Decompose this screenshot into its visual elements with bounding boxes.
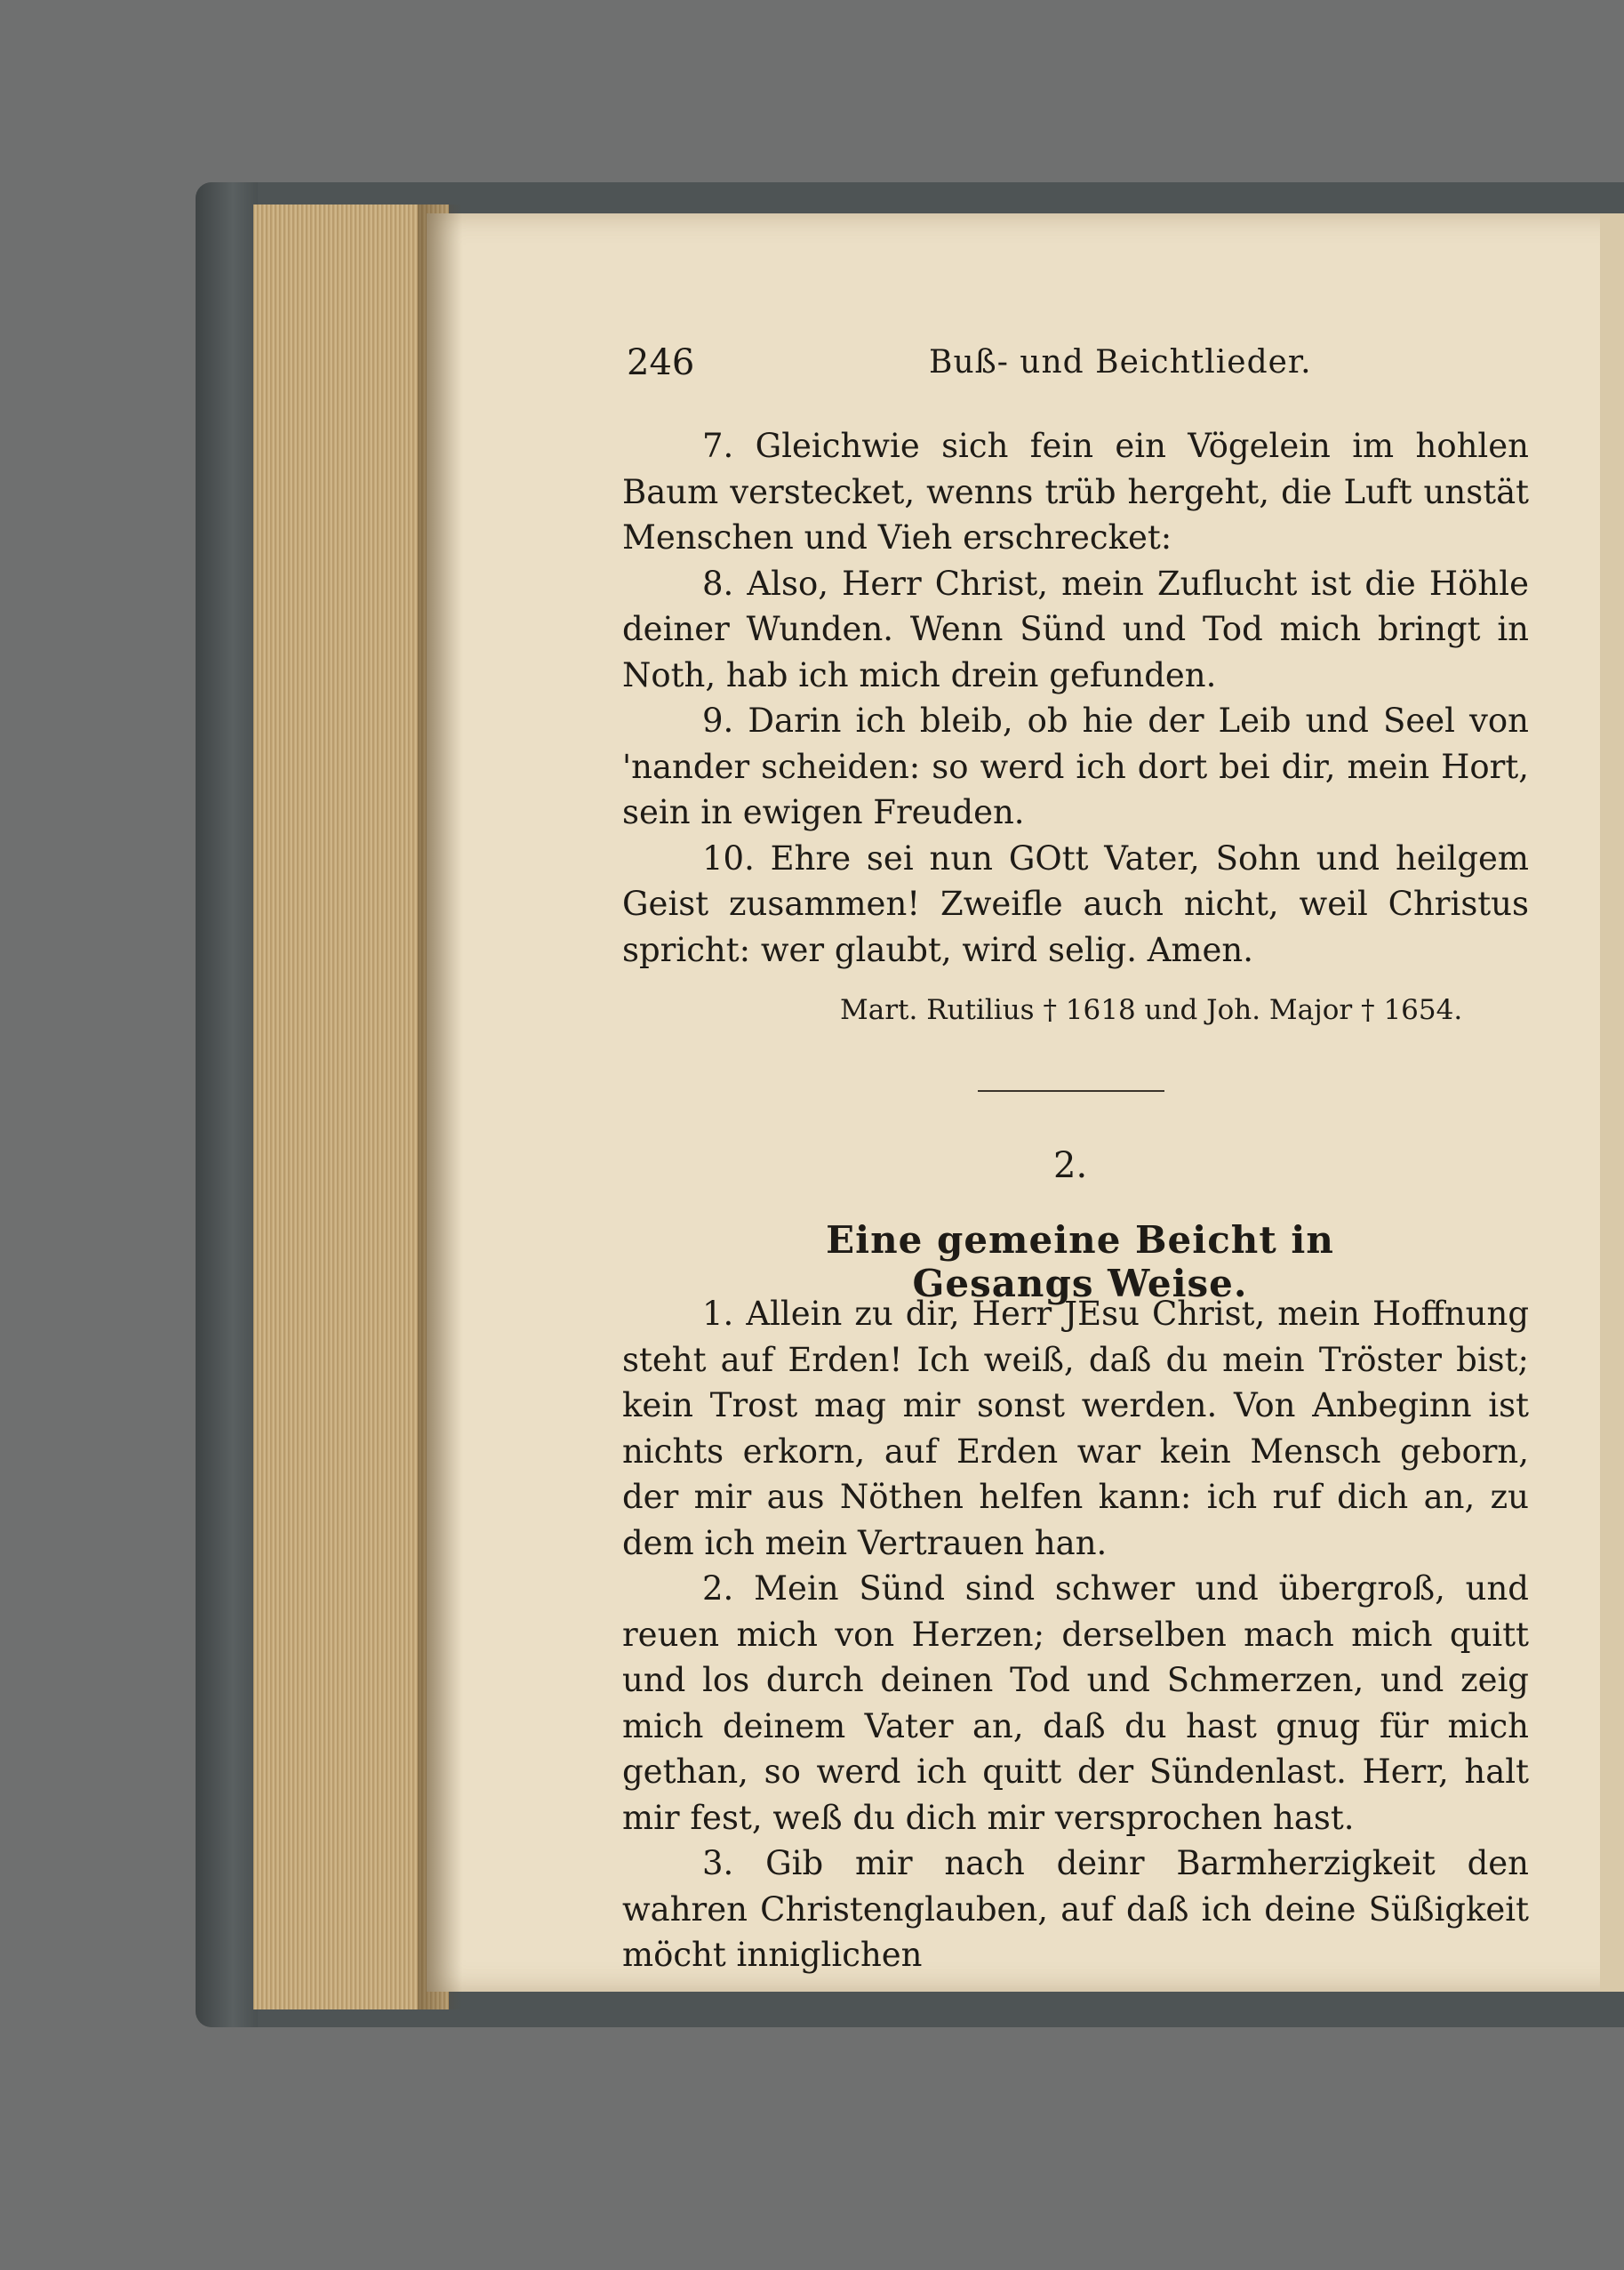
page-right-edge — [1600, 213, 1624, 1992]
verse-7: 7. Gleichwie sich fein ein Vögelein im hohlen Baum verstecket, wenns trüb hergeht, die Luft unstät Menschen und Vieh erschrecket: — [622, 427, 1529, 557]
verse-3: 3. Gib mir nach deinr Barmherzigkeit den wahren Christenglauben, auf daß ich deine Süßigkeit möcht inniglichen — [622, 1844, 1529, 1974]
hymn-1-attribution: Mart. Rutilius † 1618 und Joh. Major † 1654. — [840, 994, 1463, 1026]
verse-1: 1. Allein zu dir, Herr JEsu Christ, mein Hoffnung steht auf Erden! Ich weiß, daß du mein Tröster bist; kein Trost mag mir sonst werden. Von Anbeginn ist nichts erkorn, auf Erden war kein Mensch geborn, der mir aus Nöthen helfen kann: ich ruf dich an, zu dem ich mein Vertrauen han. — [622, 1295, 1529, 1562]
hymn-1-verses — [622, 423, 1529, 973]
hymn-2-number: 2. — [1053, 1145, 1088, 1186]
hymn-2-title: Eine gemeine Beicht in Gesangs Weise. — [826, 1218, 1334, 1305]
page-header — [627, 342, 1524, 387]
section-divider — [978, 1090, 1164, 1092]
verse-9: 9. Darin ich bleib, ob hie der Leib und Seel von 'nander scheiden: so werd ich dort bei dir, mein Hort, sein in ewigen Freuden. — [622, 702, 1529, 831]
page-number: 246 — [627, 342, 695, 383]
verse-10: 10. Ehre sei nun GOtt Vater, Sohn und heilgem Geist zusammen! Zweifle auch nicht, weil Christus spricht: wer glaubt, wird selig. Amen. — [622, 838, 1529, 969]
running-head: Buß- und Beichtlieder. — [929, 344, 1312, 381]
hymn-2-verses — [622, 1291, 1529, 1978]
verse-2: 2. Mein Sünd sind schwer und übergroß, und reuen mich von Herzen; derselben mach mich quitt und los durch deinen Tod und Schmerzen, und zeig mich deinem Vater an, daß du hast gnug für mich gethan, so werd ich quitt der Sündenlast. Herr, halt mir fest, weß du dich mir versprochen hast. — [622, 1569, 1529, 1837]
book-spine-edge — [196, 182, 258, 2027]
gutter-shadow — [418, 205, 462, 2009]
verse-8: 8. Also, Herr Christ, mein Zuflucht ist die Höhle deiner Wunden. Wenn Sünd und Tod mich bringt in Noth, hab ich mich drein gefunden. — [622, 564, 1529, 694]
